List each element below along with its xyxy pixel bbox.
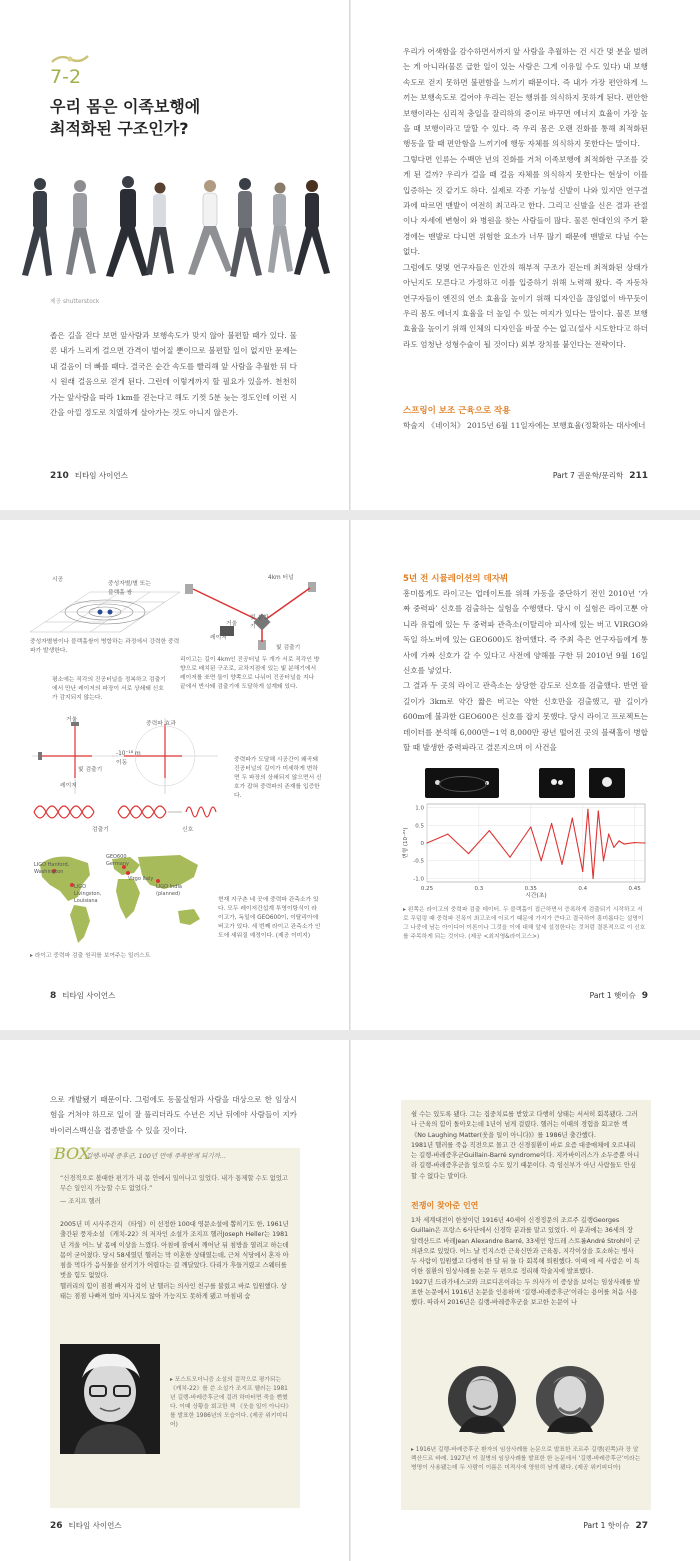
folio-title: 티타임 사이언스 [68,1521,122,1530]
chart-data-point [608,834,609,835]
chart-data-point [468,853,469,854]
chart-y-tick-label: 1.0 [415,805,424,812]
chart-data-point [618,840,619,841]
body-text-26: 으로 개발됐기 때문이다. 그럼에도 동물실험과 사람을 대상으로 한 임상시험을 거쳐야 하므로 일이 잘 풀리더라도 수년은 지난 뒤에야 사람들이 지카바이러스백신을 접종받을 수 있을 것이다. [50,1095,297,1135]
inset-merged [589,768,625,798]
chapter-ornament-icon [50,52,90,66]
chart-y-tick-label: 0.5 [415,823,424,830]
page-27 [351,1040,700,1561]
folio-number: 8 [50,991,57,1001]
portrait-caption-text: 1916년 길랭-바레증후군 환자의 임상사례를 논문으로 발표한 조르주 길랭(왼쪽)과 장 알렉산드르 바레. 1927년 이 질병의 임상사례를 발표한 한 논문에서 ‘길랭-바레증후군’이라는 병명이 사용됐는데 두 사람이 이름은 미적사에 영원히 남게 됐다. (제공 위키피디아) [411,1447,641,1471]
chart-data-point [541,860,542,861]
chart-x-tick-label: 0.25 [420,886,434,892]
folio-number: 26 [50,1521,63,1531]
folio-210 [50,470,128,481]
chart-x-tick-label: 0.4 [578,886,588,892]
chart-data-point [572,818,573,819]
label-spacetime: 시공 [52,577,64,583]
guillain-portrait [447,1362,517,1438]
chart-data-point [489,830,490,831]
figure-caption: ▸ 라이고 중력파 검출 원리를 보여주는 일러스트 [30,953,151,959]
body-text-211: 우리가 어색함을 감수하면서까지 앞 사람을 추월하는 건 시간 몇 분을 벌려는 게 아니라(물론 급한 일이 있는 사람은 그게 이유일 수도 있다) 내 보행속도로 걷지 못하면 불편함을 느끼기 때문이다. 즉 내가 가장 편안하게 느끼는 보행속도로 걸어야 우리는 걷는 행위를 의식하지 못하게 된다. 편안한 보행이라는 심리적 충일을 잘리하의 중이로 바꾸면 에너지 효율이 가장 높을 때 보행이라고 말할 수 있다. 즉 우리 몸은 오랜 진화를 통해 최적화된 행동을 할 때 편안함을 느끼기에 행동 자체를 의식하지 못한다는 말이다. 그렇다면 인류는 수백만 년의 진화를 거쳐 이족보행에 최적화한 구조를 갖게 된 걸까? 우리가 걸을 때 걸음 자체를 의식하지 못한다는 현상이 이를 입증하는 것 같기도 하다. 실제로 각종 기능성 신발이 나와 있지만 연구결과에 따르면 맨발이 여전히 최고라고 한다. 그리고 신발을 신은 결과 관절이나 자세에 변형이 와 병원을 찾는 사람들이 많다. 물론 현대인의 주거 환경에는 맨발로 다니면 위험한 요소가 너무 많기 때문에 맨발로 다닐 수는 없다. 그럼에도 몇몇 연구자들은 인간의 해부적 구조가 걷는데 최적화된 상태가 아닌지도 모른다고 가정하고 이를 입증하기 위해 노력해 왔다. 즉 자동차 연구자들이 엔진의 연소 효율을 높이기 위해 디자인을 끊임없이 바꾸듯이 우리 몸도 에너지 효율을 더 높일 수 있는 여지가 있다는 말이다. 물론 보행효율을 높이기 위해 인체의 디자인을 바꿀 수는 없고(설사 시도한다고 하더라도 엄청난 성형수술이 될 것이다) 외부 장치를 붙인다는 전략이다. [403,47,648,349]
folio-part: Part 1 햇이슈 [589,991,636,1000]
chart-data-point [592,878,593,879]
section-title: 전쟁이 찾아준 인연 [411,1201,479,1210]
caption-map: 현재 지구촌 네 곳에 중력파 관측소가 있다. 모두 레이저간섭계 투영이탕식이 라이고가, 독일에 GEO600이, 이탈리아에 버고가 있다. 세 번째 라이고 관측소가 인도에 세워질 예정이다. (제공 이미지) [218,897,321,939]
folio-26 [50,1520,122,1531]
chapter-title-line2: 최적화된 구조인가? [50,119,189,138]
folio-9 [590,990,648,1001]
folio-title: 티타임 사이언스 [74,471,128,480]
box-quote-author: — 조지프 헬러 [60,1198,101,1205]
folio-27 [583,1520,648,1531]
label-mirror: 거울 [226,621,238,627]
chart-data-point [603,860,604,861]
chart-y-tick-label: -1.0 [413,876,424,883]
map-label-india: LIGO India (planned) [156,884,182,897]
label-gw-effect: 중력파 효과 [146,721,176,727]
barre-portrait [535,1362,605,1438]
label-displacement: -10⁻¹⁸ m 이동 [116,751,141,766]
photo-caption-heller-text: 포스트모더니즘 소설의 걸작으로 평가되는 《캐치-22》를 쓴 소설가 조지프 헬러는 1981년 길랭-바레증후군에 걸려 하마터면 죽을 뻔했다. 이때 상황을 회고한 책 《웃을 일이 아니다》를 발표한 1986년의 모습이다. (제공 위키미디어) [170,1377,289,1428]
walking-people-photo [0,170,349,290]
chapter-title-line1: 우리 몸은 이족보행에 [50,97,201,116]
chart-x-tick-label: 0.3 [474,886,484,892]
box-body: 2005년 미 시사주간지 《타임》이 선정한 100대 영문소설에 뽑히기도 한, 1961년 출간된 풍자소설 《캐치-22》의 저자인 소설가 조지프 헬러Joseph Heller는 1981년 겨울 어느 날 몸에 이상을 느꼈다. 아침에 잠에서 깨어난 뒤 침방을 열려고 하는데 몸이 굳어졌다. 당시 58세였던 헬러는 막 이혼한 상태였는데, 근처 식당에서 혼자 아침을 먹다가 음식물을 삼키기가 어렵다는 걸 깨달았다. 다리가 후들거렸고 스웨터를 벗을 힘도 없었다. 헬러리의 힘이 점점 빠지자 겁이 난 헬러는 의사인 친구를 불렀고 바로 입원했다. 상태는 점점 나빠져 얼마 지나지도 않아 가능지도 못하게 됐고 마침내 숨 [60,1221,289,1301]
page-26 [0,1040,349,1561]
chart-data-point [644,842,645,843]
folio-211 [553,470,648,481]
chart-data-point [598,810,599,811]
folio-number: 211 [629,471,648,481]
page-210 [0,0,349,510]
gw-chart-panel [401,766,651,898]
caption-normal-state: 평소에는 직각의 진공터널을 정복하고 검출기에서 만난 레이저의 파장이 서로 상쇄돼 신호가 감지되지 않는다. [52,677,166,701]
chart-y-tick-label: 0 [420,841,424,847]
figure-caption-text: 라이고 중력파 검출 원리를 보여주는 일러스트 [34,953,151,959]
folio-part: Part 7 권운학/문리학 [552,471,624,480]
chart-x-tick-label: 0.35 [524,886,537,892]
box-quote: “신경적으로 볼때한 편기가 내 몸 안에서 일어나고 있었다. 내가 통제할 수도 없었고 무슨 일인지 가능할 수도 없었다.” [60,1175,289,1192]
chart-data-point [613,847,614,848]
chart-x-axis-label: 시간(초) [525,893,547,898]
box-subtitle: 길랭-바레 증후군, 100년 만에 주목받게 되기까... [86,1152,227,1160]
inset-binary-far [425,768,499,798]
body-text-210: 좁은 길을 걷다 보면 앞사람과 보행속도가 맞지 않아 불편할 때가 있다. 물론 내가 느리게 걸으면 간격이 벌어질 뿐이므로 불편할 일이 없지만 문제는 내 걸음이 더 빠를 때다. 결국은 순간 속도를 빨리해 앞 사람을 추월한 뒤 다시 원래 걸음으로 걷게 된다. 그런데 이렇게까지 할 필요가 있을까. 천천히 가는 앞사람을 따라 1km를 걷는다고 해도 기껏 5분 늦는 정도인데 이런 시간을 아낄 정도로 치열하게 살아가는 것도 아니지 않은가. [50,331,297,418]
body-text-9: 흥미롭게도 라이고는 업데이트를 위해 가동을 중단하기 전인 2010년 ‘가짜 중력파’ 신호를 검출하는 실험을 수행했다. 당시 이 실험은 라이고뿐 아니라 유럽에 있는 두 중력파 관측소(이탈리아 피사에 있는 버고 VIRGO와 독일 하노버에 있는 GEO600)도 참여했다. 즉 주최 측은 연구자들에게 통사에 가짜 신호가 갈 수 있다고 사전에 양해를 구한 뒤 2010년 9월 16일 신호를 넣었다. 그 결과 두 곳의 라이고 관측소는 상당한 감도로 신호를 검출했다. 반면 팔 길이가 3km로 약간 짧은 버고는 약한 신호만을 검출했고, 팔 길이가 600m에 불과한 GEO600은 신호를 잡지 못했다. 당시 라이고 프로젝트는 데이터를 분석해 6,000만~1억 8,000만 광년 떨어진 곳의 블랙홀이 병합할 때 발생한 중력파라고 결론지으며 이 사건을 [403,589,648,753]
label-laser: 레이저 [210,635,227,641]
box-continued-text: 쉴 수는 있도록 됐다. 그는 집중치료를 받았고 다행히 상태는 서서히 회복됐다. 그러나 근육의 힘이 돌아오는데 1년이 넘게 걸렸다. 헬러는 이때의 경험을 회고한 책 《No Laughing Matter(웃을 일이 아니다)》를 1986년 출간했다. 1981년 헬러를 죽음 직전으로 몰고 간 신경질환이 바로 요즘 대중매체에 오르내리는 길랭-바레증후군Guillain-Barré syndrome이다. 지카바이러스가 소두증뿐 아니라 길랭-바레증후군을 일으킬 수도 있기 때문이다. 즉 임신부가 아닌 사람들도 안심할 수 없다는 말이다. [411,1111,640,1180]
page-9 [351,520,700,1030]
chart-data-point [530,826,531,827]
chart-data-point [582,871,583,872]
box-label: BOX [54,1144,91,1163]
chart-data-point [561,864,562,865]
inset-images [425,766,645,800]
portrait-caption: ▸ 1916년 길랭-바레증후군 환자의 임상사례를 논문으로 발표한 조르주 길랭(왼쪽)과 장 알렉산드르 바레. 1927년 이 질병의 임상사례를 발표한 한 논문에서 ‘길랭-바레증후군’이라는 병명이 사용됐는데 두 사람이 이름은 미적사에 영원히 남게 됐다. (제공 위키피디아) [411,1447,641,1471]
chart-caption: ▸ 왼쪽은 라이고의 중력파 검출 데이터. 두 블랙홀이 접근하면서 증폭하게 검출되기 시작하고 서로 무덤링 때 중력파 진폭이 최고조에 이르기 때문에 가지가 큰다고 결국하여 흥미롭다는 설명이 그 나중에 남는 아이디어 이론이나 그것을 이에 대해 앞세 설정한다는 것처럼 결론적으로 이 신호를 주목하게 되는 것이다. (제공 <최지영&라이고스>) [403,907,646,940]
chart-y-axis-label: 변형 (10⁻²¹) [403,827,409,859]
chart-data-point [587,809,588,810]
label-detector-3: 검출기 [92,827,109,833]
spread-1 [0,0,700,510]
map-label-geo600: GEO600 Germany [106,854,129,867]
label-detector: 빛 검출기 [276,645,301,651]
caption-gw-arrival: 중력파가 도달해 시공간이 왜곡돼 진공터널의 길이가 미세하게 변하면 두 파장의 상쇄되지 않으면서 신호가 잡혀 중력파의 존재를 입증한다. [234,757,322,799]
folio-number: 9 [641,991,648,1001]
section-title: 5년 전 시뮬레이션의 데자뷔 [403,574,509,584]
page-8 [0,520,349,1030]
chart-data-point [634,842,635,843]
folio-8 [50,990,115,1001]
box-panel [50,1144,300,1508]
caption-merger: 중성자별쌍이나 블랙홀쌍이 병합하는 과정에서 강력한 중력파가 발생한다. [30,639,180,654]
page-211 [351,0,700,510]
label-binary: 중성자별/별 또는 블랙홀 쌍 [108,581,151,596]
map-label-virgo: Virgo Italy [128,876,154,882]
label-laser-2: 레이저 [60,783,77,789]
wave-signal-normal [32,798,102,826]
photo-caption-heller: ▸ 포스트모더니즘 소설의 걸작으로 평가되는 《캐치-22》를 쓴 소설가 조지프 헬러는 1981년 길랭-바레증후군에 걸려 하마터면 죽을 뻔했다. 이때 상황을 회고한 책 《웃을 일이 아니다》를 발표한 1986년의 모습이다. (제공 위키미디어) [170,1377,289,1428]
photo-caption: 제공 shutterstock [50,299,100,305]
box-panel-continued [401,1100,651,1510]
folio-number: 27 [635,1521,648,1531]
chart-data-point [447,834,448,835]
map-label-livingston: LIGO Livingston, Louisiana [74,884,102,904]
folio-number: 210 [50,471,69,481]
chart-data-point [551,823,552,824]
folio-title: 티타임 사이언스 [62,991,116,1000]
spread-3 [0,1040,700,1561]
map-label-hanford: LIGO Hanford, Washington [34,862,70,875]
chart-y-tick-label: -0.5 [413,858,424,865]
chart-data-point [509,857,510,858]
chapter-number: 7-2 [50,66,82,88]
chart-caption-text: 왼쪽은 라이고의 중력파 검출 데이터. 두 블랙홀이 접근하면서 증폭하게 검출되기 시작하고 서로 무덤링 때 중력파 진폭이 최고조에 이르기 때문에 가지가 큰다고 결국하여 흥미롭다는 설명이 그 나중에 남는 아이디어 이론이나 그것을 이에 대해 앞세 설정한다는 것처럼 결론적으로 이 신호를 주목하게 되는 것이다. (제공 <최지영&라이고스>) [403,907,646,940]
chart-x-tick-label: 0.45 [628,886,641,892]
label-mirror-2: 거울 [66,717,78,723]
label-beam-splitter: 빛 분할기 [250,615,269,630]
chart-series-line [427,809,645,878]
folio-part: Part 1 핫이슈 [583,1521,630,1530]
wave-signal-gw [116,798,226,826]
label-4km-tunnel: 4km 터널 [268,575,294,581]
section-body: 학술지 《네이처》 2015년 6월 11일자에는 보행효율(정확하는 대사에너 [403,421,646,430]
caption-interferometer: 리이고는 길이 4km인 진공터널 두 개가 서로 직각인 방향으로 배치된 구조로, 교차지점에 있는 빛 분해기에서 레이저를 쏘면 둘이 양쪽으로 나뉘어 진공터널을 지나 끝에서 반사돼 검출기에 도달하게 설계돼 있다. [180,657,320,690]
spread-2 [0,520,700,1030]
chart-data-point [426,842,427,843]
label-detector-2: 빛 검출기 [78,767,103,773]
section-title: 스프링이 보조 근육으로 작용 [403,406,511,416]
section-body: 1차 세계대전이 한창이던 1916년 40세이 신경정문의 조르주 길랭Georges Guillain은 프랑스 6사단에서 신경학 분과를 맡고 있었다. 이 분과에는 36세의 장 알렉산드르 바레Jean Alexandre Barré, 33세인 앙드레 스트롤André Strohl이 군의관으로 있었다. 어느 날 킨지스칸 근육신만과 근육통, 지각이상을 호소하는 병사 두 사람이 입원했고 다행히 한 달 뒤 둘 다 회복해 퇴원했다. 이때 에 세 사람은 이 특이한 질환의 임상사례를 논문 두 편으로 정리해 학술지에 발표했다. 1927년 드라가네스코와 크로디온이라는 두 의사가 이 증상을 보이는 임상사례를 발표한 논문에서 1916년 논문을 인용하며 ‘길랭-바레증후군’이라는 용어를 처음 사용했다. 따라서 2016년은 길랭-바레증후군을 보고한 논문이 나 [411,1217,640,1307]
inset-binary-near [539,768,575,798]
chart-data-point [624,843,625,844]
joseph-heller-photo [60,1344,160,1454]
label-signal: 신호 [182,827,194,833]
